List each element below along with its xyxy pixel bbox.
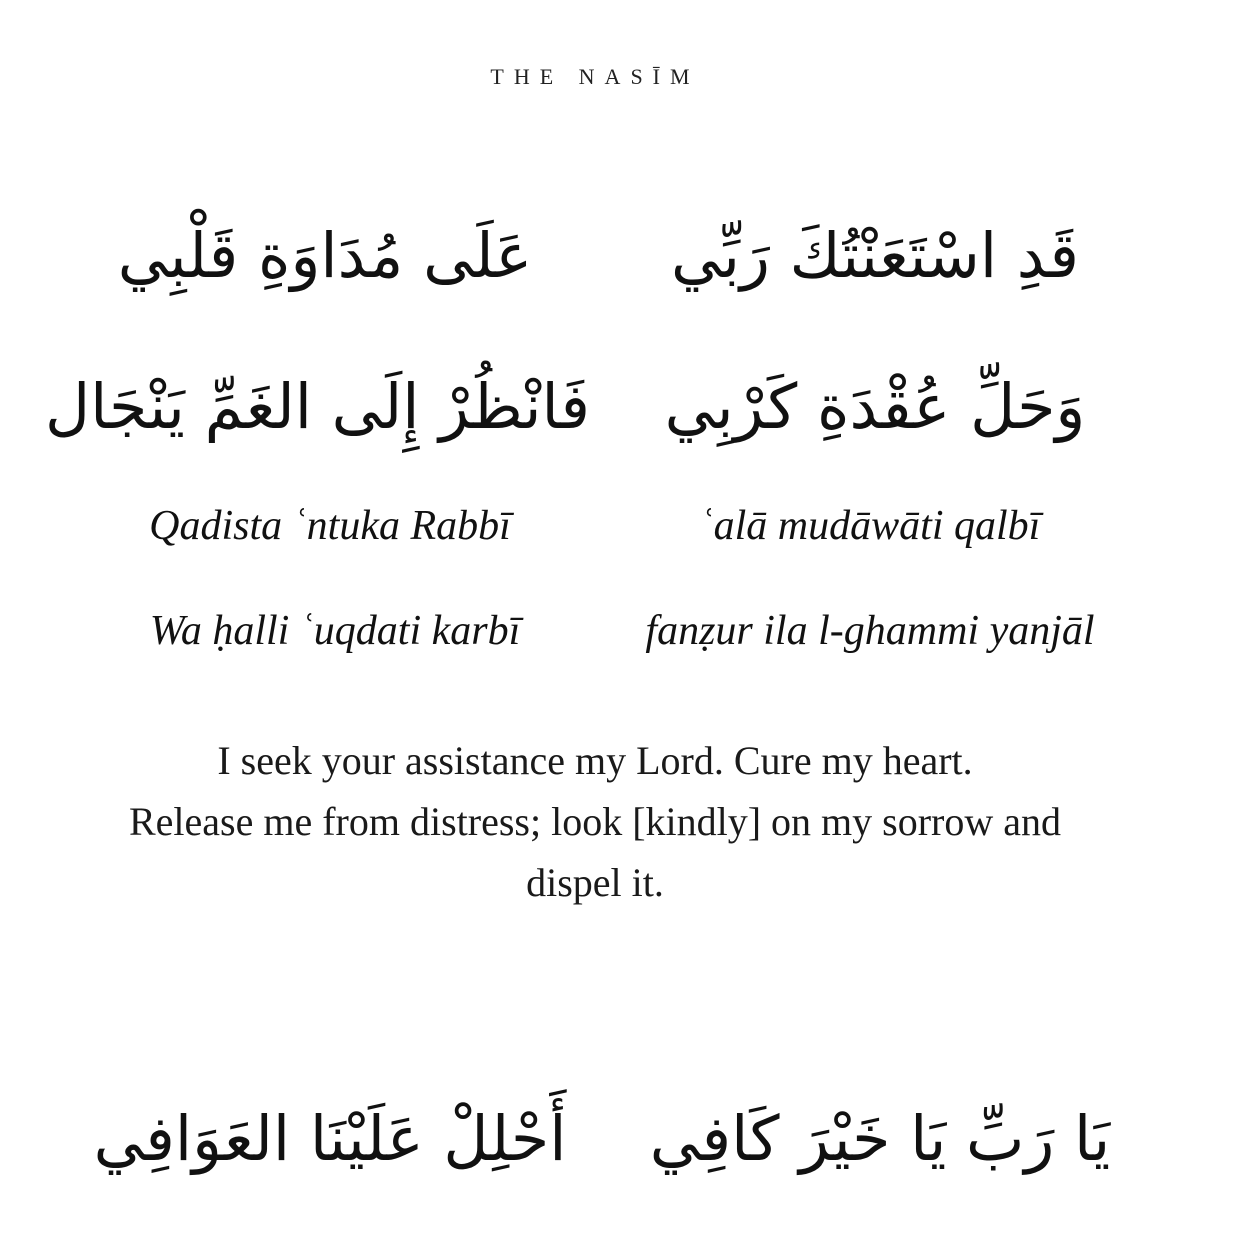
transliteration-2-right: fanẓur ila l-ghammi yanjāl (645, 608, 1095, 654)
translation-line-2: Release me from distress; look [kindly] on my sorrow and dispel it. (128, 799, 1062, 905)
transliteration-2-left: Wa ḥalli ʿuqdati karbī (149, 608, 521, 654)
translation-line-1: I seek your assistance my Lord. Cure my heart. (217, 738, 973, 783)
arabic-verse-1-left: عَلَى مُدَاوَةِ قَلْبِي (117, 219, 533, 292)
transliteration-1-left: Qadista ʿntuka Rabbī (149, 503, 511, 549)
transliteration-1-right: ʿalā mudāwāti qalbī (699, 503, 1041, 549)
arabic-verse-2-left: فَانْظُرْ إِلَى الغَمِّ يَنْجَال (45, 370, 590, 443)
arabic-verse-1-right: قَدِ اسْتَعَنْتُكَ رَبِّي (671, 219, 1079, 292)
arabic-verse-3-right: يَا رَبِّ يَا خَيْرَ كَافِي (649, 1102, 1111, 1175)
page-title: THE NASĪM (490, 64, 700, 89)
translation-paragraph (80, 730, 1110, 913)
arabic-verse-3-left: أَحْلِلْ عَلَيْنَا العَوَافِي (93, 1102, 567, 1175)
arabic-verse-2-right: وَحَلِّ عُقْدَةِ كَرْبِي (664, 370, 1086, 443)
